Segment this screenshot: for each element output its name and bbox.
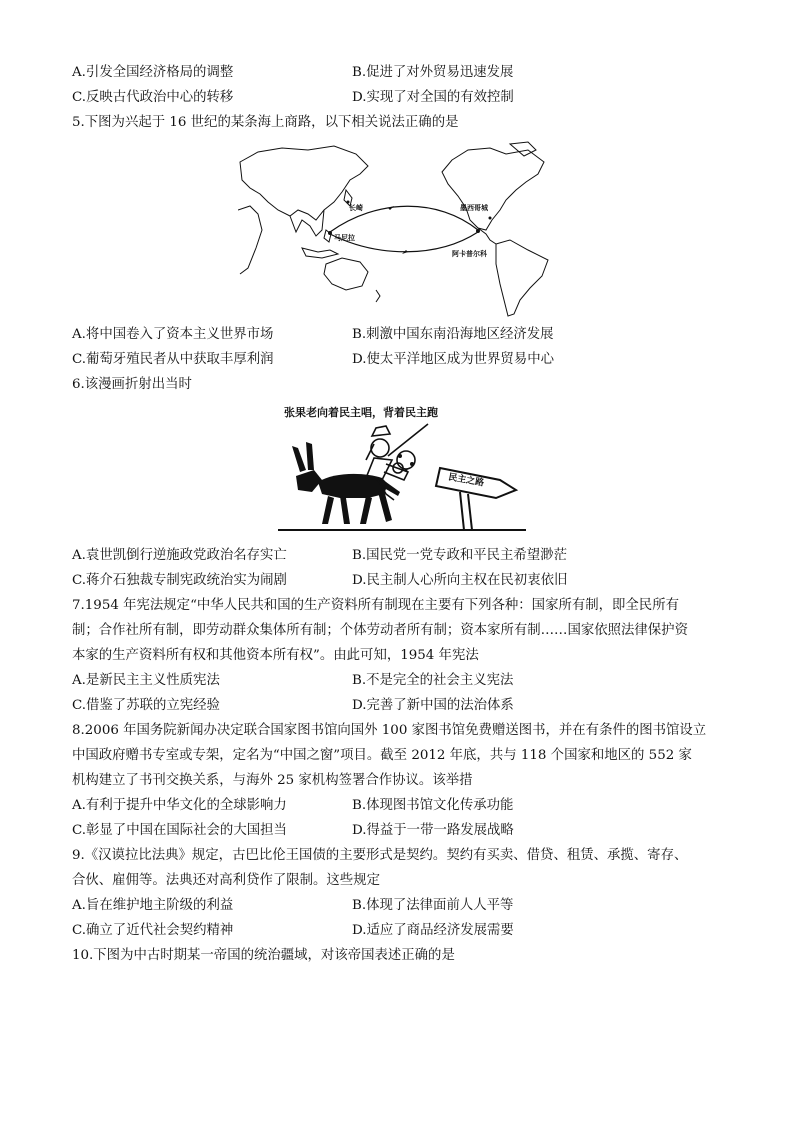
q6-option-c[interactable]: C.蒋介石独裁专制宪政统治实为闹剧: [72, 573, 287, 588]
label-nagasaki: 长崎: [349, 204, 363, 212]
q10-stem: 10.下图为中古时期某一帝国的统治疆域，对该帝国表述正确的是: [72, 948, 455, 963]
q7-option-b[interactable]: B.不是完全的社会主义宪法: [352, 673, 514, 688]
q7-option-a[interactable]: A.是新民主主义性质宪法: [72, 673, 220, 688]
q8-option-a[interactable]: A.有利于提升中华文化的全球影响力: [72, 798, 287, 813]
q8-stem-line-2: 中国政府赠书专室或专架，定名为“中国之窗”项目。截至 2012 年底，共与 118 个国家和地区的 552 家: [72, 748, 692, 763]
q4-option-d[interactable]: D.实现了对全国的有效控制: [352, 90, 514, 105]
q9-option-c[interactable]: C.确立了近代社会契约精神: [72, 923, 234, 938]
q8-option-b[interactable]: B.体现图书馆文化传承功能: [352, 798, 514, 813]
q7-option-d[interactable]: D.完善了新中国的法治体系: [352, 698, 514, 713]
q9-stem-line-1: 9.《汉谟拉比法典》规定，古巴比伦王国债的主要形式是契约。契约有买卖、借贷、租赁、承揽、寄存、: [72, 848, 688, 863]
q9-option-a[interactable]: A.旨在维护地主阶级的利益: [72, 898, 234, 913]
q5-option-d[interactable]: D.使太平洋地区成为世界贸易中心: [352, 352, 554, 367]
q8-option-d[interactable]: D.得益于一带一路发展战略: [352, 823, 514, 838]
signpost-text: 民主之路: [447, 472, 485, 489]
q6-option-b[interactable]: B.国民党一党专政和平民主希望渺茫: [352, 548, 567, 563]
q7-stem-line-1: 7.1954 年宪法规定“中华人民共和国的生产资料所有制现在主要有下列各种：国家所有制，即全民所有: [72, 598, 679, 613]
trade-route-map: [238, 140, 558, 320]
q5-option-a[interactable]: A.将中国卷入了资本主义世界市场: [72, 327, 274, 342]
q7-stem-line-3: 本家的生产资料所有权和其他资本所有权”。由此可知，1954 年宪法: [72, 648, 479, 663]
q6-option-a[interactable]: A.袁世凯倒行逆施政党政治名存实亡: [72, 548, 287, 563]
q4-option-b[interactable]: B.促进了对外贸易迅速发展: [352, 65, 514, 80]
q5-option-c[interactable]: C.葡萄牙殖民者从中获取丰厚利润: [72, 352, 274, 367]
label-manila: 马尼拉: [334, 234, 355, 242]
q5-stem: 5.下图为兴起于 16 世纪的某条海上商路，以下相关说法正确的是: [72, 115, 459, 130]
label-mexico-city: 墨西哥城: [460, 204, 488, 212]
cartoon-image: [278, 420, 528, 538]
q4-option-c[interactable]: C.反映古代政治中心的转移: [72, 90, 234, 105]
q9-option-d[interactable]: D.适应了商品经济发展需要: [352, 923, 514, 938]
q6-option-d[interactable]: D.民主制人心所向主权在民初衷依旧: [352, 573, 568, 588]
q5-option-b[interactable]: B.刺激中国东南沿海地区经济发展: [352, 327, 554, 342]
q6-stem: 6.该漫画折射出当时: [72, 377, 192, 392]
q4-option-a[interactable]: A.引发全国经济格局的调整: [72, 65, 234, 80]
q9-option-b[interactable]: B.体现了法律面前人人平等: [352, 898, 514, 913]
cartoon-caption: 张果老向着民主唱，背着民主跑: [284, 406, 438, 419]
q8-stem-line-3: 机构建立了书刊交换关系，与海外 25 家机构签署合作协议。该举措: [72, 773, 473, 788]
q7-stem-line-2: 制；合作社所有制，即劳动群众集体所有制；个体劳动者所有制；资本家所有制……国家依照法律保护资: [72, 623, 688, 638]
q8-stem-line-1: 8.2006 年国务院新闻办决定联合国家图书馆向国外 100 家图书馆免费赠送图书，并在有条件的图书馆设立: [72, 723, 707, 738]
q9-stem-line-2: 合伙、雇佣等。法典还对高利贷作了限制。这些规定: [72, 873, 380, 888]
q7-option-c[interactable]: C.借鉴了苏联的立宪经验: [72, 698, 220, 713]
label-acapulco: 阿卡普尔科: [452, 250, 487, 258]
q8-option-c[interactable]: C.彰显了中国在国际社会的大国担当: [72, 823, 287, 838]
